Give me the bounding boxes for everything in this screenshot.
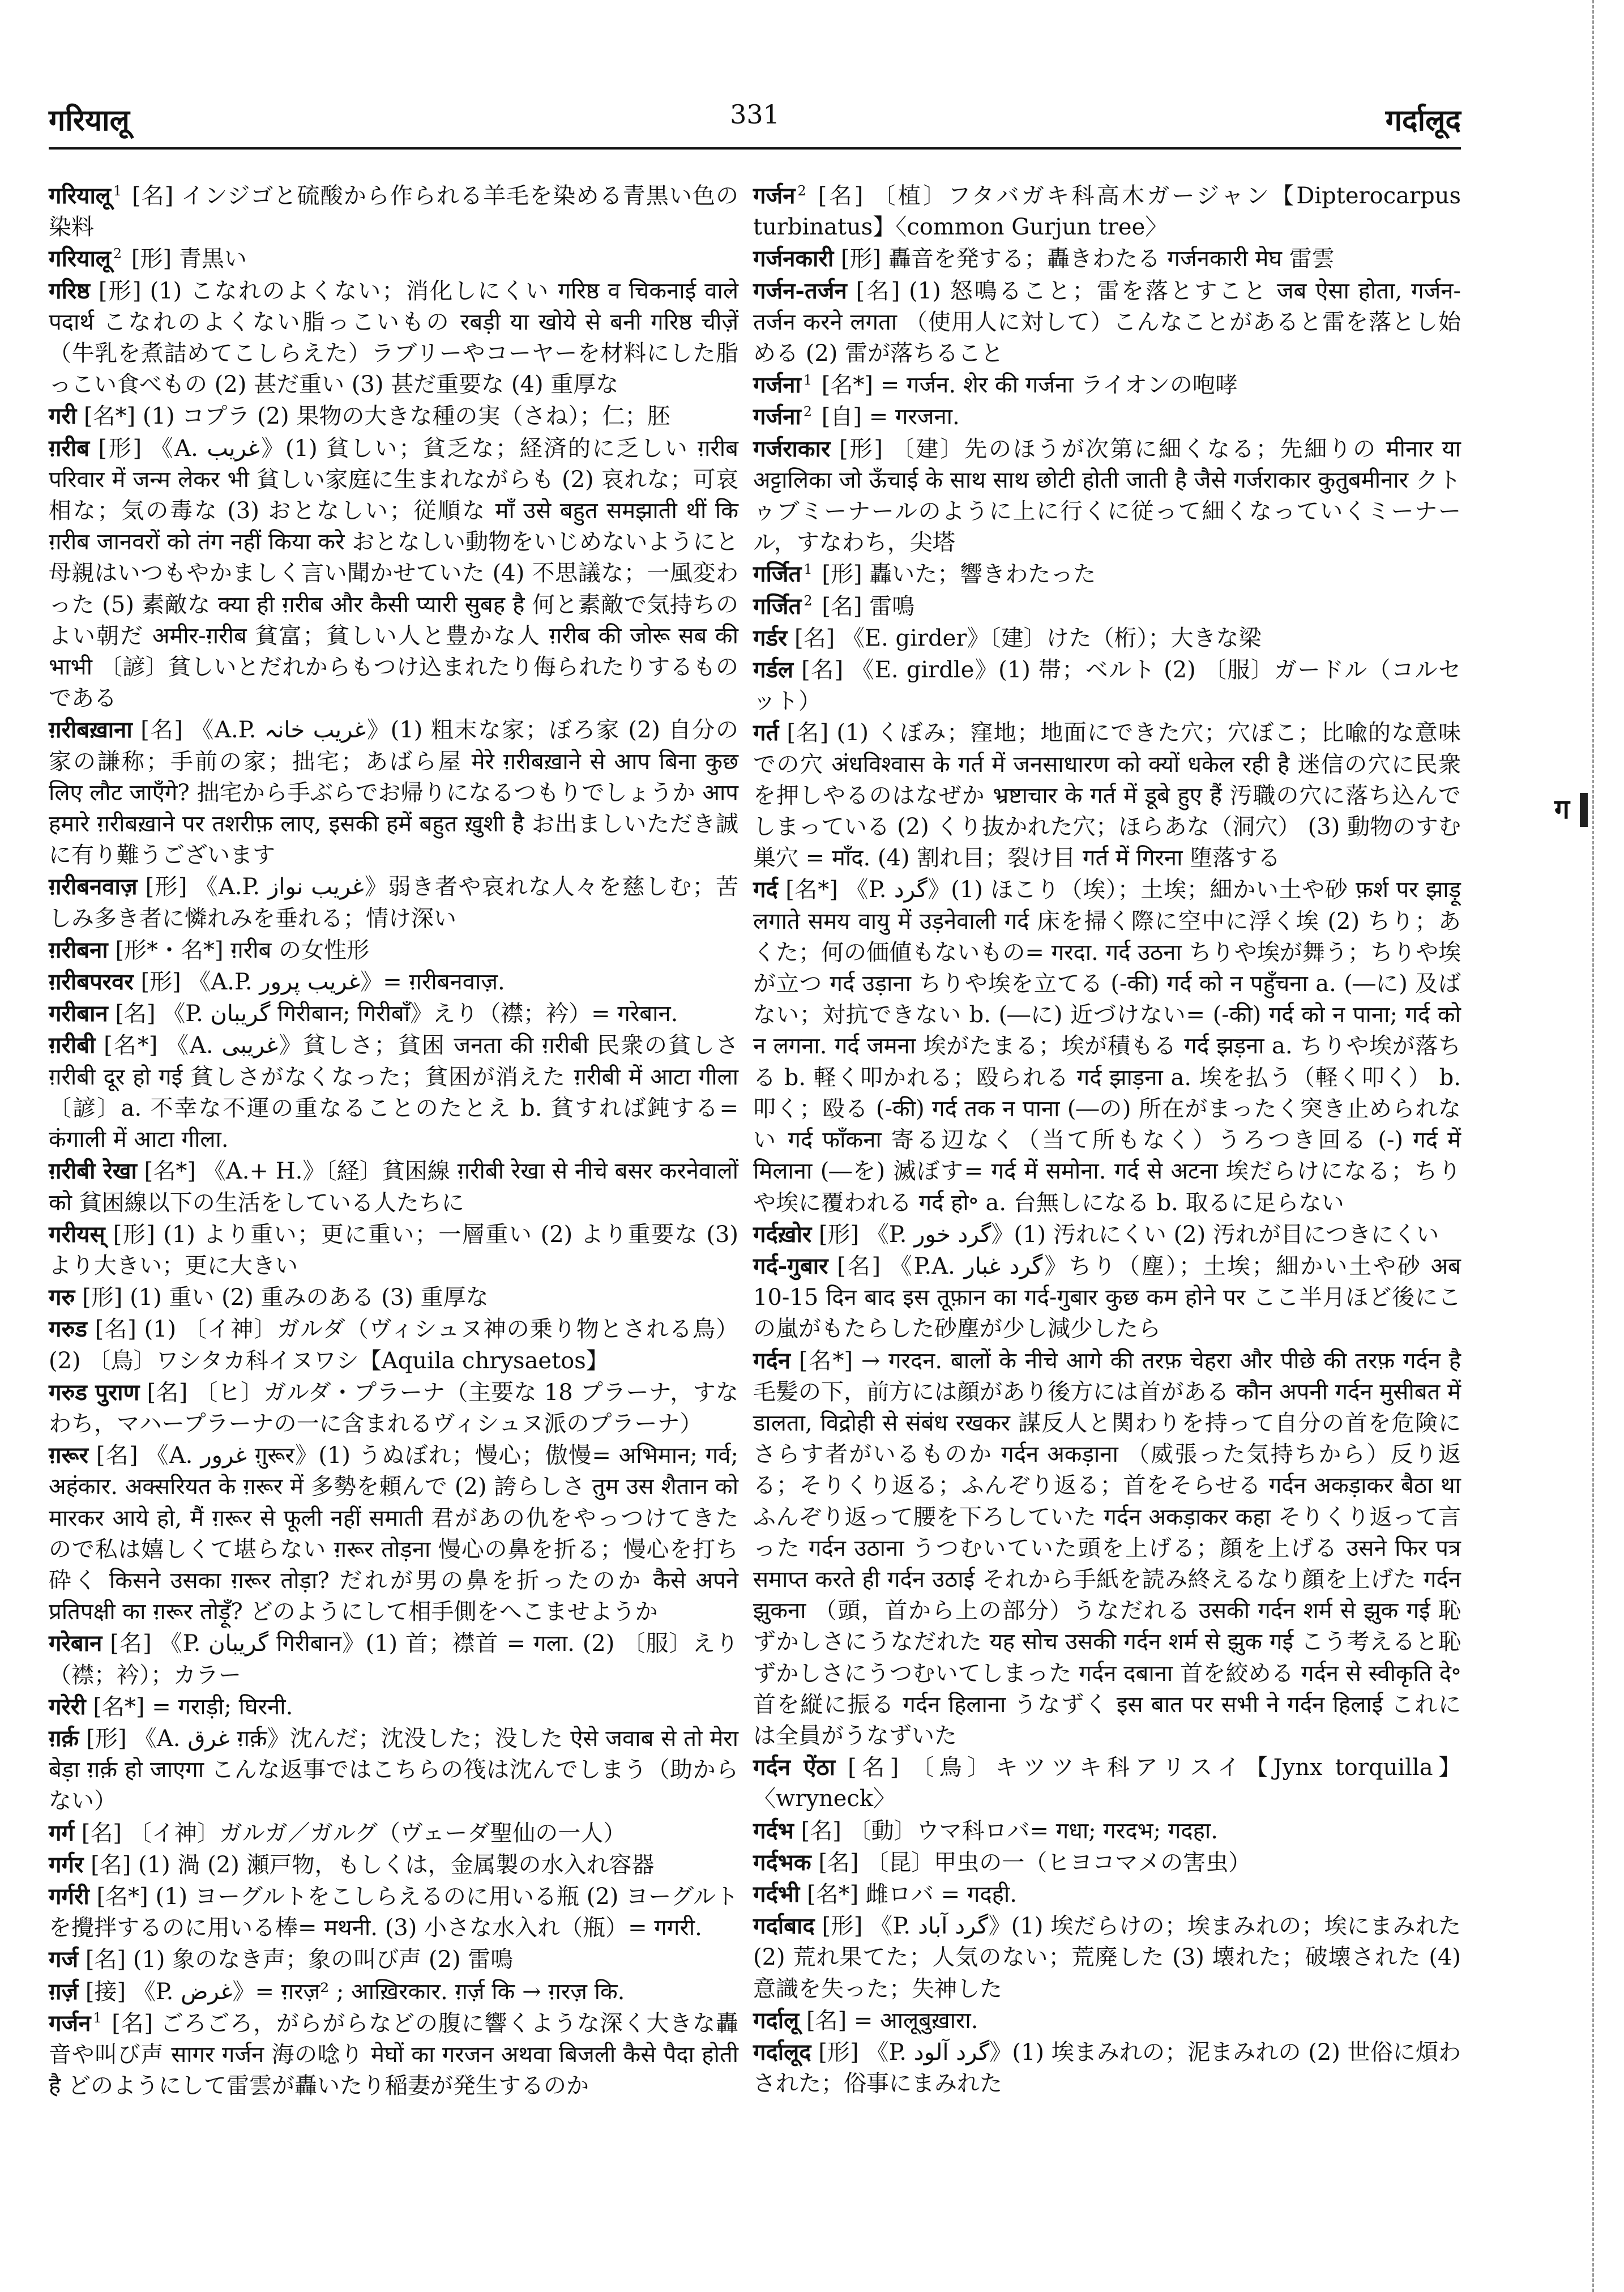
headword: गर्जना bbox=[753, 372, 801, 399]
headword: ग़रीबी रेखा bbox=[49, 1158, 137, 1185]
definition: [形] 〔建〕先のほうが次第に細くなる；先細りの मीनार या अट्टालिका जो ऊँचाई के साथ साथ छोटी होती जाती है जैसे गर्जराकार कुतुबमीनार クトゥブミーナールのように上に行くに従って細くなっていくミーナール，すなわち，尖塔 bbox=[753, 436, 1461, 556]
headword: गर्दभी bbox=[753, 1880, 800, 1907]
definition: [名] 〔イ神〕ガルガ／ガルグ（ヴェーダ聖仙の一人） bbox=[81, 1820, 626, 1846]
headword: गर्दालू bbox=[753, 2007, 800, 2034]
dictionary-entry bbox=[753, 1345, 1461, 1752]
definition: [名*] 《A. غریبی》貧しさ；貧困 जनता की ग़रीबी 民衆の貧しさ ग़रीबी दूर हो गई 貧しさがなくなった；貧困が消えた ग़रीबी में आटा गीला 〔諺〕a. 不幸な不運の重なることのたとえ b. 貧すれば鈍する= कंगाली में आटा गीला. bbox=[49, 1032, 739, 1153]
definition: [形] 轟いた；響きわたった bbox=[822, 561, 1096, 588]
right-guide-word: गर्दालूद bbox=[1385, 103, 1461, 138]
definition: [名] = आलूबुख़ारा. bbox=[806, 2007, 978, 2034]
definition: [名] 《P. گریبان गिरीबान; गिरीबाँ》えり（襟；衿）= गरेबान. bbox=[115, 1001, 678, 1027]
headword: गर्डर bbox=[753, 624, 788, 651]
headword: गरु bbox=[49, 1284, 75, 1311]
headword: गरीबान bbox=[49, 1000, 108, 1027]
homograph-number: 1 bbox=[804, 561, 813, 578]
headword: ग़र्ज़ bbox=[49, 1978, 79, 2005]
headword: गरुड पुराण bbox=[49, 1378, 140, 1406]
dictionary-entry bbox=[49, 1691, 738, 1723]
headword: गर्दभक bbox=[753, 1849, 811, 1876]
headword: गरी bbox=[49, 403, 77, 430]
dictionary-entry bbox=[49, 1313, 738, 1376]
dictionary-entry bbox=[753, 1250, 1461, 1345]
headword: ग़रीबख़ाना bbox=[49, 716, 133, 744]
definition: [名] 《A. غرور ग़ुरूर》(1) うぬぼれ；慢心；傲慢= अभिमान; गर्व; अहंकार. अक्सरियत के ग़रूर में 多勢を頼んで (2) 誇らしさ तुम उस शैतान को मारकर आये हो, मैं ग़रूर से फूली नहीं समाती 君があの仇をやっつけてきたので私は嬉しくて堪らない ग़रूर तोड़ना 慢心の鼻を折る；慢心を打ち砕く किसने उसका ग़रूर तोड़ा? だれが男の鼻を折ったのか कैसे अपने प्रतिपक्षी का ग़रूर तोड़ूँ? どのようにして相手側をへこませようか bbox=[49, 1442, 738, 1625]
dictionary-entry bbox=[49, 1030, 738, 1155]
headword: गरियालू bbox=[49, 182, 111, 209]
headword: गर्गर bbox=[49, 1851, 84, 1878]
definition: [名*] (1) コプラ (2) 果物の大きな種の実（さね）；仁；胚 bbox=[83, 403, 670, 430]
headword: गरीयस् bbox=[49, 1220, 105, 1248]
dictionary-entry bbox=[49, 1628, 738, 1691]
dictionary-entry bbox=[753, 1879, 1461, 1910]
right-column bbox=[753, 180, 1461, 2099]
headword: गर्जनकारी bbox=[753, 245, 834, 272]
dictionary-entry bbox=[753, 369, 1461, 401]
homograph-number: 2 bbox=[803, 404, 813, 420]
dictionary-entry bbox=[49, 871, 738, 934]
definition: [形] 《A. غریب》(1) 貧しい；貧乏な；経済的に乏しい ग़रीब परिवार में जन्म लेकर भी 貧しい家庭に生まれながらも (2) 哀れな；可哀相な；気の毒な (3) おとなしい；従順な माँ उसे बहुत समझाती थीं कि ग़रीब जानवरों को तंग नहीं किया करे おとなしい動物をいじめないようにと母親はいつもやかましく言い聞かせていた (4) 不思議な；一風変わった (5) 素敵な क्या ही ग़रीब और कैसी प्यारी सुबह है 何と素敵で気持ちのよい朝だ अमीर-ग़रीब 貧富；貧しい人と豊かな人 ग़रीब की जोरू सब की भाभी 〔諺〕貧しいとだれからもつけ込まれたり侮られたりするものである bbox=[49, 435, 739, 712]
dictionary-entry bbox=[753, 275, 1461, 370]
dictionary-entry bbox=[49, 1219, 738, 1282]
dictionary-entry bbox=[753, 1910, 1461, 2005]
headword: गर्दख़ोर bbox=[753, 1220, 812, 1248]
headword: गर्जित bbox=[753, 592, 802, 620]
definition: [形] 《P. گرد آباد》(1) 埃だらけの；埃まみれの；埃にまみれた (2) 荒れ果てた；人気のない；荒廃した (3) 壊れた；破壊された (4) 意識を失った；失神した bbox=[753, 1913, 1461, 2002]
dictionary-entry bbox=[753, 1219, 1461, 1250]
dictionary-entry bbox=[753, 591, 1461, 622]
dictionary-entry bbox=[49, 275, 738, 401]
headword: गरेरी bbox=[49, 1693, 86, 1720]
dictionary-entry bbox=[49, 1976, 738, 2008]
headword: गर्जना bbox=[753, 403, 801, 430]
page-edge-line bbox=[1592, 0, 1594, 2292]
headword: ग़र्क़ bbox=[49, 1725, 79, 1752]
dictionary-entry bbox=[49, 243, 738, 275]
definition: [名] インジゴと硫酸から作られる羊毛を染める青黒い色の染料 bbox=[49, 183, 738, 241]
definition: [形] (1) より重い；更に重い；一層重い (2) より重要な (3) より大きい；更に大きい bbox=[49, 1221, 739, 1279]
headword: गर्गरी bbox=[49, 1883, 89, 1910]
headword: गरेबान bbox=[49, 1630, 102, 1657]
dictionary-entry bbox=[753, 874, 1461, 1218]
dictionary-entry bbox=[753, 2037, 1461, 2099]
definition: [名] (1) くぼみ；窪地；地面にできた穴；穴ぼこ；比喩的な意味での穴 अंधविश्वास के गर्त में जनसाधारण को क्यों धकेल रही है 迷信の穴に民衆を押しやるのはなぜか भ्रष्टाचार के गर्त में डूबे हुए हैं 汚職の穴に落ち込んでしまっている (2) くり抜かれた穴；ほらあな（洞穴） (3) 動物のすむ巣穴 = माँद. (4) 割れ目；裂け目 गर्त में गिरना 堕落する bbox=[753, 720, 1461, 872]
definition: [名] 《P. گریبان गिरीबान》(1) 首；襟首 = गला. (2) 〔服〕えり（襟；衿）；カラー bbox=[49, 1631, 739, 1688]
definition: [名] 《E. girder》〔建〕けた（桁）；大きな梁 bbox=[794, 625, 1262, 651]
dictionary-entry bbox=[49, 1723, 738, 1817]
dictionary-entry bbox=[49, 1282, 738, 1313]
homograph-number: 2 bbox=[797, 182, 806, 199]
headword: गरुड bbox=[49, 1316, 87, 1343]
headword: गर्दन ऐंठा bbox=[753, 1754, 836, 1781]
dictionary-entry bbox=[49, 400, 738, 432]
dictionary-entry bbox=[753, 2005, 1461, 2037]
headword: ग़रीबपरवर bbox=[49, 968, 134, 996]
definition: [名*] (1) ヨーグルトをこしらえるのに用いる瓶 (2) ヨーグルトを攪拌するのに用いる棒= मथनी. (3) 小さな水入れ（瓶）= गगरी. bbox=[49, 1883, 738, 1941]
headword: गरियालू bbox=[49, 245, 111, 272]
homograph-number: 2 bbox=[804, 593, 813, 609]
headword: गर्जन bbox=[753, 182, 796, 209]
headword: ग़रीब bbox=[49, 434, 90, 462]
headword: गर्जन bbox=[49, 2009, 91, 2037]
definition: [形] (1) こなれのよくない；消化しにくい गरिष्ठ व चिकनाई वाले पदार्थ こなれのよくない脂っこいもの रबड़ी या खोये से बनी गरिष्ठ चीज़ें （牛乳を煮詰めてこしらえた）ラブリーやコーヤーを材料にした脂っこい食べもの (2) 甚だ重い (3) 甚だ重要な (4) 重厚な bbox=[49, 278, 739, 398]
dictionary-entry bbox=[753, 1815, 1461, 1847]
headword: गर्जित bbox=[753, 561, 802, 588]
headword: गरिष्ठ bbox=[49, 277, 90, 304]
dictionary-entry bbox=[49, 934, 738, 966]
dictionary-entry bbox=[49, 1849, 738, 1881]
dictionary-entry bbox=[753, 1847, 1461, 1879]
headword: ग़रीबनवाज़ bbox=[49, 873, 138, 900]
header-rule bbox=[49, 147, 1461, 150]
headword: गर्दभ bbox=[753, 1817, 794, 1844]
dictionary-entry bbox=[753, 1752, 1461, 1815]
definition: [形] 《P. گرد خور》(1) 汚れにくい (2) 汚れが目につきにくい bbox=[818, 1221, 1439, 1248]
dictionary-entry bbox=[49, 1944, 738, 1975]
definition: [名] 〔動〕ウマ科ロバ= गधा; गरदभ; गदहा. bbox=[801, 1817, 1218, 1844]
headword: गर्द bbox=[753, 876, 778, 903]
dictionary-entry bbox=[49, 1881, 738, 1944]
headword: गर्डल bbox=[753, 656, 794, 684]
thumb-index-mark bbox=[1580, 793, 1588, 827]
homograph-number: 1 bbox=[93, 2010, 102, 2026]
dictionary-entry bbox=[49, 1817, 738, 1849]
headword: गर्दालूद bbox=[753, 2038, 811, 2065]
dictionary-entry bbox=[49, 1440, 738, 1628]
page-number: 331 bbox=[730, 99, 780, 130]
definition: [名*] 《A.+ H.》〔経〕貧困線 ग़रीबी रेखा से नीचे बसर करनेवालों को 貧困線以下の生活をしている人たちに bbox=[49, 1158, 738, 1216]
homograph-number: 1 bbox=[113, 182, 122, 199]
definition: [名] 〔植〕フタバガキ科高木ガージャン【Dipterocarpus turbinatus】〈common Gurjun tree〉 bbox=[753, 183, 1461, 241]
headword: गर्जराकार bbox=[753, 435, 831, 462]
definition: [名] 〔昆〕甲虫の一（ヒヨコマメの害虫） bbox=[818, 1849, 1251, 1876]
left-guide-word: गरियालू bbox=[49, 103, 130, 138]
headword: गर्दन bbox=[753, 1347, 790, 1374]
headword: गर्ग bbox=[49, 1819, 75, 1846]
left-column bbox=[49, 180, 738, 2102]
dictionary-entry bbox=[49, 966, 738, 998]
definition: [名*] = गर्जन. शेर की गर्जना ライオンの咆哮 bbox=[821, 372, 1238, 399]
dictionary-entry bbox=[49, 1155, 738, 1218]
definition: [名] (1) 象のなき声；象の叫び声 (2) 雷鳴 bbox=[85, 1947, 514, 1973]
definition: [形*・名*] ग़रीब の女性形 bbox=[115, 937, 370, 963]
definition: [名] (1) 〔イ神〕ガルダ（ヴィシュヌ神の乗り物とされる鳥） (2) 〔鳥〕ワシタカ科イヌワシ【Aquila chrysaetos】 bbox=[49, 1316, 738, 1374]
dictionary-entry bbox=[753, 558, 1461, 590]
definition: [形] 青黒い bbox=[131, 246, 247, 272]
headword: ग़रीबी bbox=[49, 1032, 96, 1059]
definition: [名] 〔ヒ〕ガルダ・プラーナ（主要な 18 プラーナ，すなわち，マハープラーナの一に含まれるヴィシュヌ派のプラーナ） bbox=[49, 1379, 738, 1437]
definition: [接] 《P. غرض》= ग़रज़² ; आख़िरकार. ग़र्ज़ कि → ग़रज़ कि. bbox=[85, 1978, 625, 2005]
dictionary-entry bbox=[49, 180, 738, 243]
definition: [名] ごろごろ，がらがらなどの腹に響くような深く大きな轟音や叫び声 सागर गर्जन 海の唸り मेघों का गरजन अथवा बिजली कैसे पैदा होती है どのようにして雷雲が轟いたり稲妻が発生するのか bbox=[49, 2010, 738, 2099]
dictionary-entry bbox=[49, 998, 738, 1030]
dictionary-entry bbox=[49, 2008, 738, 2102]
headword: गर्द-गुबार bbox=[753, 1252, 828, 1279]
dictionary-entry bbox=[49, 1377, 738, 1440]
dictionary-entry bbox=[753, 717, 1461, 874]
definition: [名*] → गरदन. बालों के नीचे आगे की तरफ़ चेहरा और पीछे की तरफ़ गर्दन है 毛髪の下，前方には顔があり後方には首がある कौन अपनी गर्दन मुसीबत में डालता, विद्रोही से संबंध रखकर 謀反人と関わりを持って自分の首を危険にさらす者がいるものか गर्दन अकड़ाना （威張った気持ちから）反り返る；そりくり返る；ふんぞり返る；首をそらせる गर्दन अकड़ाकर बैठा था ふんぞり返って腰を下ろしていた गर्दन अकड़ाकर कहा そりくり返って言った गर्दन उठाना うつむいていた頭を上げる；顔を上げる उसने फिर पत्र समाप्त करते ही गर्दन उठाई それから手紙を読み終えるなり顔を上げた गर्दन झुकना （頭，首から上の部分）うなだれる उसकी गर्दन शर्म से झुक गई 恥ずかしさにうなだれた यह सोच उसकी गर्दन शर्म से झुक गई こう考えると恥ずかしさにうつむいてしまった गर्दन दबाना 首を絞める गर्दन से स्वीकृति दे॰ 首を縦に振る गर्दन हिलाना うなずく इस बात पर सभी ने गर्दन हिलाई これには全員がうなずいた bbox=[753, 1347, 1461, 1749]
definition: [形] 轟音を発する；轟きわたる गर्जनकारी मेघ 雷雲 bbox=[840, 246, 1335, 272]
definition: [名*] 雌ロバ = गदही. bbox=[806, 1881, 1017, 1907]
headword: ग़रूर bbox=[49, 1442, 88, 1469]
running-header bbox=[49, 99, 1461, 139]
dictionary-entry bbox=[49, 714, 738, 871]
dictionary-entry bbox=[753, 401, 1461, 433]
dictionary-entry bbox=[753, 433, 1461, 559]
definition: [名] 雷鳴 bbox=[822, 593, 915, 620]
definition: [名] 《E. girdle》(1) 帯；ベルト (2) 〔服〕ガードル（コルセット） bbox=[753, 657, 1461, 715]
definition: [名*] 《P. گرد》(1) ほこり（埃）；土埃；細かい土や砂 फ़र्श पर झाड़ू लगाते समय वायु में उड़नेवाली गर्द 床を掃く際に空中に浮く埃 (2) ちり；あくた；何の価値もないもの= गरदा. गर्द उठना ちりや埃が舞う；ちりや埃が立つ गर्द उड़ाना ちりや埃を立てる (-की) गर्द को न पहुँचना a. (―に) 及ばない；対抗できない b. (―に) 近づけない= (-की) गर्द को न पाना; गर्द को न लगना. गर्द जमना 埃がたまる；埃が積もる गर्द झड़ना a. ちりや埃が落ちる b. 軽く叩かれる；殴られる गर्द झाड़ना a. 埃を払う（軽く叩く） b. 叩く；殴る (-की) गर्द तक न पाना (―の) 所在がまったく突き止められない गर्द फाँकना 寄る辺なく（当て所もなく）うろつき回る (-) गर्द में मिलाना (―を) 滅ぼす= गर्द में समोना. गर्द से अटना 埃だらけになる；ちりや埃に覆われる गर्द हो॰ a. 台無しになる b. 取るに足らない bbox=[753, 877, 1461, 1216]
dictionary-entry bbox=[753, 654, 1461, 717]
dictionary-entry bbox=[49, 433, 738, 715]
definition: [名] (1) 怒鳴ること；雷を落とすこと जब ऐसा होता, गर्जन-तर्जन करने लगता （使用人に対して）こんなことがあると雷を落とし始める (2) 雷が落ちること bbox=[753, 278, 1461, 367]
homograph-number: 2 bbox=[113, 246, 122, 262]
definition: [名*] = गराड़ी; घिरनी. bbox=[93, 1693, 293, 1720]
definition: [形] 《A.P. غریب پرور》= ग़रीबनवाज़. bbox=[140, 969, 505, 996]
definition: [形] 《A.P. غریب نواز》弱き者や哀れな人々を慈しむ；苦しみ多き者に憐れみを垂れる；情け深い bbox=[49, 874, 738, 932]
definition: [形] 《A. غرق ग़र्क़》沈んだ；沈没した；没した ऐसे जवाब से तो मेरा बेड़ा ग़र्क़ हो जाएगा こんな返事ではこちらの筏は沈んでしまう（助からない） bbox=[49, 1725, 739, 1815]
thumb-index-letter: ग bbox=[1554, 793, 1570, 825]
dictionary-entry bbox=[753, 622, 1461, 654]
definition: [形] (1) 重い (2) 重みのある (3) 重厚な bbox=[82, 1284, 489, 1311]
definition: [自] = गरजना. bbox=[821, 404, 960, 430]
definition: [名] (1) 渦 (2) 瀬戸物，もしくは，金属製の水入れ容器 bbox=[91, 1851, 655, 1878]
definition: [名] 《A.P. غریب خانہ》(1) 粗末な家；ぼろ家 (2) 自分の家の謙称；手前の家；拙宅；あばら屋 मेरे ग़रीबख़ाने से आप बिना कुछ लिए लौट जाएँगे? 拙宅から手ぶらでお帰りになるつもりでしょうか आप हमारे ग़रीबख़ाने पर तशरीफ़ लाए, इसकी हमें बहुत ख़ुशी है お出ましいただき誠に有り難うございます bbox=[49, 717, 738, 869]
definition: [形] 《P. گرد آلود》(1) 埃まみれの；泥まみれの (2) 世俗に煩わされた；俗事にまみれた bbox=[753, 2039, 1461, 2097]
headword: गर्त bbox=[753, 719, 779, 746]
dictionary-entry bbox=[753, 180, 1461, 243]
definition: [名] 〔鳥〕キツツキ科アリスイ【Jynx torquilla】〈wryneck〉 bbox=[753, 1755, 1461, 1812]
homograph-number: 1 bbox=[803, 372, 813, 388]
headword: ग़रीबना bbox=[49, 936, 108, 963]
headword: गर्जन-तर्जन bbox=[753, 277, 847, 304]
headword: गर्दाबाद bbox=[753, 1913, 815, 1940]
definition: [名] 《P.A. گرد غبار》ちり（塵）；土埃；細かい土や砂 अब 10-15 दिन बाद इस तूफ़ान का गर्द-गुबार कुछ कम होने पर ここ半月ほど後にこの嵐がもたらした砂塵が少し減少したら bbox=[753, 1253, 1461, 1342]
headword: गर्ज bbox=[49, 1946, 79, 1973]
dictionary-entry bbox=[753, 243, 1461, 275]
